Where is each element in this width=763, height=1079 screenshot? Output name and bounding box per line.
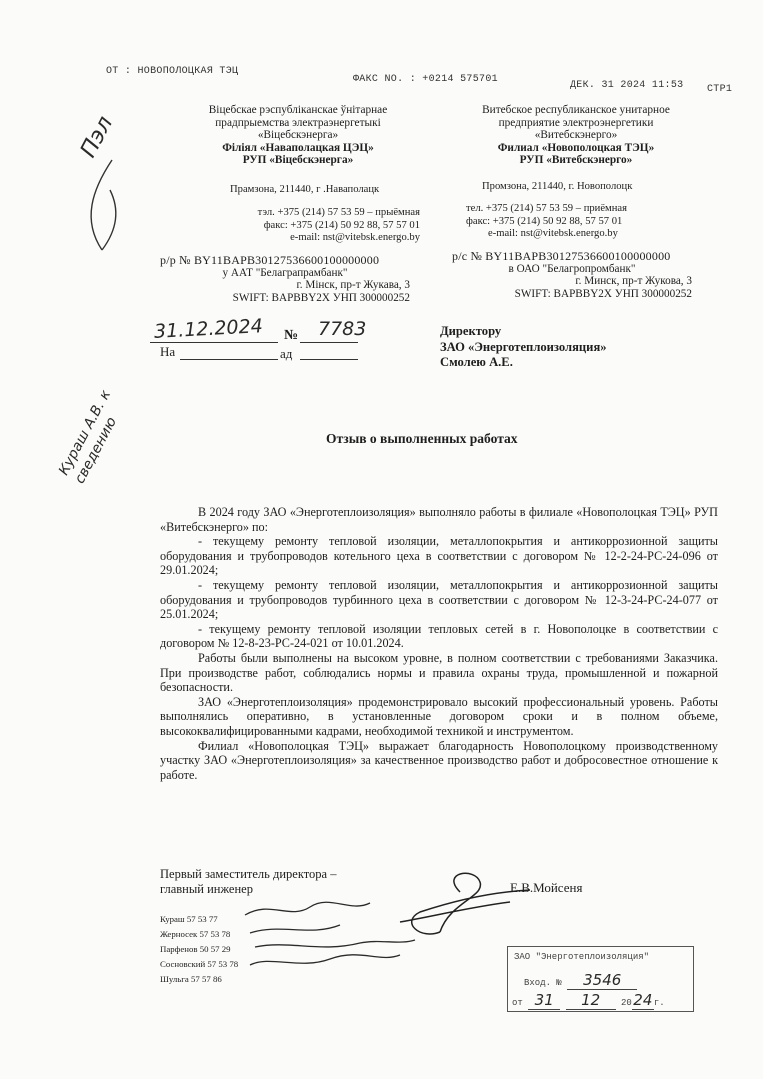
signature-position [160, 867, 336, 897]
sender-ru-email: e-mail: nst@vitebsk.energo.by [488, 228, 618, 239]
stamp-day: 31 [528, 991, 560, 1010]
sender-by-bank-name: у ААТ "Белаграпрамбанк" [222, 266, 348, 279]
document-body [160, 505, 718, 782]
handwritten-margin-mid: Кураш А.В. к сведению [55, 387, 121, 487]
sender-by-line2: прадпрыемства электраэнергетыкі [215, 116, 381, 129]
sender-ru-bank-name: в ОАО "Белагропромбанк" [508, 262, 636, 275]
contact-item: Парфенов 50 57 29 [160, 944, 231, 954]
stamp-date-row [512, 991, 665, 1010]
sender-by-account: р/р № BY11BAPB30127536600100000000 [160, 253, 380, 267]
addressee [440, 324, 607, 371]
reg-ad-underline [300, 359, 358, 360]
reg-date-handwritten: 31.12.2024 [153, 315, 264, 343]
sender-ru-line2: предприятие электроэнергетики [498, 116, 654, 129]
sender-by-email: e-mail: nst@vitebsk.energo.by [290, 232, 420, 243]
body-item-2: - текущему ремонту тепловой изоляции, металлопокрытия и антикоррозионной защиты оборудования и трубопроводов турбинного цеха в соответствии с договором № 12-3-24-РС-24-077 от 25.01.2024; [160, 577, 718, 622]
reg-no-label: № [284, 328, 299, 343]
document-title: Отзыв о выполненных работах [326, 431, 518, 446]
reg-date-underline [150, 342, 278, 343]
incoming-stamp [507, 946, 694, 1012]
fax-from: ОТ : НОВОПОЛОЦКАЯ ТЭЦ [106, 66, 239, 77]
contact-item: Сосновский 57 53 78 [160, 959, 239, 969]
sender-by-phone: тэл. +375 (214) 57 53 59 – прыёмная [257, 207, 420, 218]
sender-by-contacts [220, 207, 420, 245]
body-intro: В 2024 году ЗАО «Энерготеплоизоляция» выполняло работы в филиале «Новополоцкая ТЭЦ» РУП «Витебскэнерго» по: [160, 505, 718, 534]
stamp-in-row [524, 971, 637, 990]
reg-ad-label: ад [280, 346, 293, 361]
handwritten-margin-scribble [72, 150, 132, 260]
signature-position-line1: Первый заместитель директора – [160, 867, 337, 881]
sender-ru-swift: SWIFT: BAPBBY2X УНП 300000252 [514, 287, 692, 300]
reg-na-underline [180, 359, 278, 360]
contact-item: Жерносек 57 53 78 [160, 929, 231, 939]
sender-ru-line1: Витебское республиканское унитарное [482, 104, 670, 116]
stamp-org: ЗАО "Энерготеплоизоляция" [514, 952, 650, 962]
addressee-line2: ЗАО «Энерготеплоизоляция» [440, 339, 607, 354]
stamp-year-suffix: г. [653, 998, 665, 1008]
reg-number-underline [300, 342, 358, 343]
fax-page: СТР1 [707, 84, 733, 95]
stamp-year: 24 [633, 991, 653, 1009]
sender-ru-bank [452, 250, 692, 300]
sender-by-line4: Філіял «Наваполацкая ЦЭЦ» [222, 141, 374, 154]
reg-na-label: На [160, 344, 176, 359]
sender-ru-line4: Филиал «Новополоцкая ТЭЦ» [497, 141, 655, 154]
stamp-from-label: от [512, 998, 523, 1008]
sender-by-bank [160, 254, 410, 304]
contact-item: Кураш 57 53 77 [160, 914, 218, 924]
handwritten-margin-top: Пэл [76, 112, 119, 162]
body-paragraph-4: Филиал «Новополоцкая ТЭЦ» выражает благодарность Новополоцкому производственному участку ЗАО «Энерготеплоизоляция» за качественное производство работ и добросовестное отношение к работе. [160, 738, 718, 782]
body-item-3: - текущему ремонту тепловой изоляции тепловых сетей в г. Новополоцке в соответствии с договором № 12-8-23-РС-24-021 от 10.01.2024. [160, 621, 718, 651]
sender-by-line1: Віцебскае рэспубліканскае ўнітарнае [208, 104, 388, 116]
sender-by-header [170, 104, 426, 167]
sender-ru-line5: РУП «Витебскэнерго» [519, 154, 633, 166]
sender-ru-address: Промзона, 211440, г. Новополоцк [482, 181, 633, 192]
addressee-line3: Смолею А.Е. [440, 355, 513, 369]
contact-item: Шульга 57 57 86 [160, 974, 222, 984]
contacts-list [160, 912, 238, 987]
stamp-year-prefix: 20 [621, 998, 632, 1008]
fax-number: ФАКС NO. : +0214 575701 [353, 74, 498, 85]
sender-ru-fax: факс: +375 (214) 50 92 88, 57 57 01 [466, 215, 623, 227]
sender-by-fax: факс: +375 (214) 50 92 88, 57 57 01 [263, 219, 420, 231]
addressee-line1: Директору [440, 324, 502, 338]
sender-ru-bank-address: г. Минск, пр-т Жукова, 3 [575, 275, 692, 287]
sender-by-swift: SWIFT: BAPBBY2X УНП 300000252 [232, 291, 410, 304]
contacts-initials-scribble [240, 895, 440, 985]
sender-ru-contacts [466, 203, 676, 241]
sender-ru-account: р/с № BY11BAPB30127536600100000000 [452, 249, 671, 263]
reg-number-handwritten: 7783 [318, 318, 367, 340]
body-item-1: - текущему ремонту тепловой изоляции, металлопокрытия и антикоррозионной защиты оборудования и трубопроводов котельного цеха в соответствии с договором № 12-2-24-РС-24-096 от 29.01.2024; [160, 534, 718, 578]
sender-by-address: Прамзона, 211440, г .Наваполацк [230, 184, 380, 195]
signature-position-line2: главный инженер [160, 882, 253, 896]
stamp-month: 12 [566, 991, 616, 1010]
body-paragraph-2: Работы были выполнены на высоком уровне, в полном соответствии с требованиями Заказчика. При производстве работ, соблюдались нормы и правила охраны труда, промышленной и пожарной безопасности. [160, 650, 718, 695]
sender-ru-line3: «Витебскэнерго» [534, 129, 618, 141]
sender-by-line5: РУП «Віцебскэнерга» [242, 154, 354, 166]
body-paragraph-3: ЗАО «Энерготеплоизоляция» продемонстрировало высокий профессиональный уровень. Работы выполнялись оперативно, в установленные договором сроки и в полном объеме, высококвалифицированными кадрами, необходимой техникой и инструментом. [160, 694, 718, 738]
signature-name: Е.В.Мойсеня [510, 880, 583, 895]
sender-by-bank-address: г. Мінск, пр-т Жукава, 3 [296, 279, 410, 291]
registration-block [150, 315, 390, 364]
sender-ru-header [448, 104, 704, 167]
stamp-in-label: Вход. № [524, 978, 562, 988]
sender-ru-phone: тел. +375 (214) 57 53 59 – приёмная [466, 203, 627, 214]
stamp-in-number: 3546 [567, 971, 637, 990]
sender-by-line3: «Віцебскэнерга» [257, 129, 339, 141]
fax-date: ДЕК. 31 2024 11:53 [570, 80, 684, 91]
